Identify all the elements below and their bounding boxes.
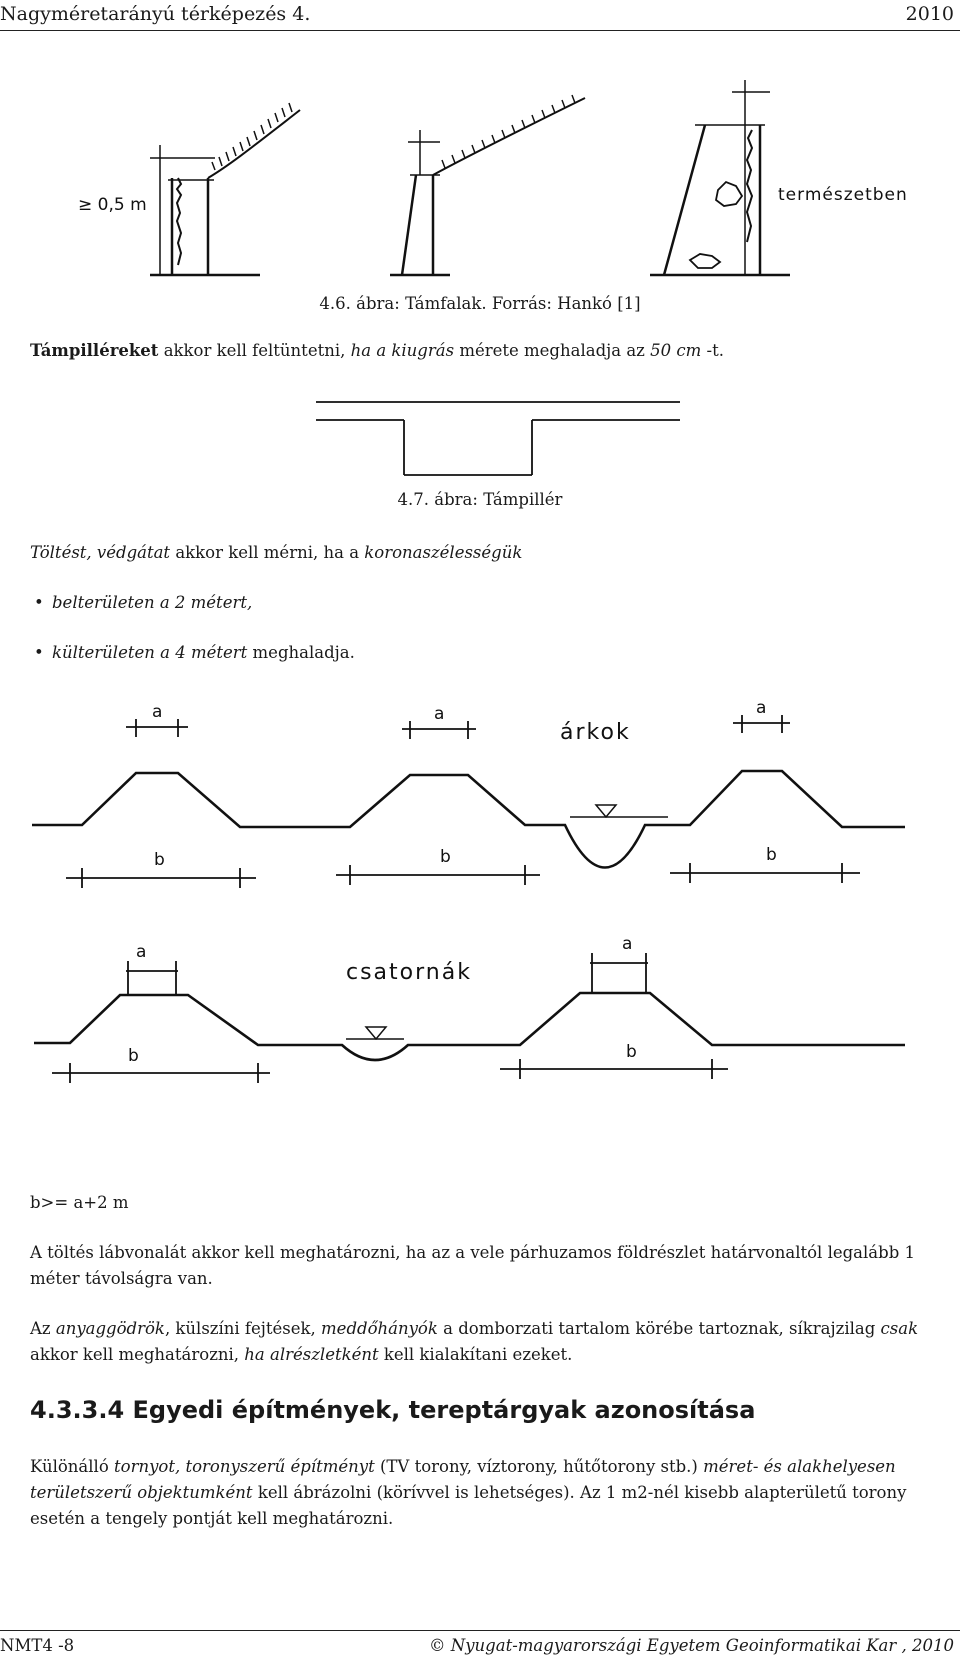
diagram-label-a-1: a [152, 702, 163, 722]
figure-4-6-caption: 4.6. ábra: Támfalak. Forrás: Hankó [1] [319, 294, 641, 313]
tampiller-text-1: akkor kell feltüntetni, [163, 341, 346, 360]
footer-left: NMT4 -8 [0, 1636, 75, 1655]
para-anyaggodrok [30, 1316, 940, 1368]
para2-italic-1: anyaggödrök [55, 1319, 165, 1338]
toltes-paragraph [30, 540, 522, 566]
bullet-belterulet: • belterületen a 2 métert, [52, 590, 252, 616]
label-natural: természetben [778, 185, 908, 205]
tampiller-text-3: -t. [706, 341, 724, 360]
para2-text-3: a domborzati tartalom körébe tartoznak, síkrajzilag [443, 1319, 876, 1338]
para2-text-2: , külszíni fejtések, [164, 1319, 316, 1338]
tampiller-italic-2: 50 cm [650, 341, 702, 360]
diagram-label-b-5: b [626, 1042, 637, 1062]
toltes-italic-2: koronaszélességük [364, 543, 523, 562]
diagram-label-a-3: a [756, 698, 767, 718]
bullet-kulterulet [52, 640, 355, 666]
para3-text-2: (TV torony, víztorony, hűtőtorony stb.) [379, 1457, 698, 1476]
diagram-label-a-2: a [434, 704, 445, 724]
header-rule [0, 30, 960, 31]
diagram-label-arkok: árkok [560, 720, 631, 745]
para3-italic-1: tornyot, toronyszerű építményt [114, 1457, 375, 1476]
header-title: Nagyméretarányú térképezés 4. [0, 3, 311, 25]
para2-italic-2: meddőhányók [321, 1319, 438, 1338]
figure-4-7-caption: 4.7. ábra: Támpillér [397, 490, 563, 509]
para-toltes-labvonal: A töltés lábvonalát akkor kell meghatározni, ha az a vele párhuzamos földrészlet határvonaltól legalább 1 méter távolságra van. [30, 1243, 916, 1288]
tampiller-bold: Támpilléreket [30, 341, 159, 360]
para3-italic-3: területszerű objektumként [30, 1483, 253, 1502]
diagram-label-b-3: b [766, 845, 777, 865]
figure-retaining-walls [0, 70, 960, 290]
footer-rule [0, 1630, 960, 1631]
footer-right: © Nyugat-magyarországi Egyetem Geoinformatikai Kar , 2010 [429, 1636, 954, 1655]
diagram-label-csatornak: csatornák [346, 960, 472, 985]
header-year: 2010 [905, 3, 954, 25]
toltes-italic-1: Töltést, védgátat [30, 543, 171, 562]
figure-buttress [0, 390, 960, 480]
label-height: ≥ 0,5 m [78, 195, 147, 215]
tampiller-italic-1: ha a kiugrás [350, 341, 455, 360]
diagram-label-b-4: b [128, 1046, 139, 1066]
para2-italic-4: ha alrészletként [244, 1345, 379, 1364]
tampiller-text-2: mérete meghaladja az [459, 341, 645, 360]
para2-text-4: akkor kell meghatározni, [30, 1345, 240, 1364]
para2-text-1: Az [30, 1319, 51, 1338]
formula-text: b>= a+2 m [30, 1193, 129, 1212]
section-heading [30, 1396, 755, 1424]
figure-embankments [0, 695, 960, 1155]
section-title: 4.3.3.4 Egyedi építmények, tereptárgyak azonosítása [30, 1396, 756, 1424]
diagram-label-b-1: b [154, 850, 165, 870]
toltes-text-1: akkor kell mérni, ha a [175, 543, 360, 562]
para3-text-1: Különálló [30, 1457, 109, 1476]
bullet-kulterulet-italic: külterületen a 4 métert [52, 643, 248, 662]
para2-italic-3: csak [880, 1319, 919, 1338]
para-tornyok [30, 1454, 940, 1532]
diagram-label-a-4: a [136, 942, 147, 962]
diagram-label-b-2: b [440, 847, 451, 867]
para3-text-3: kell ábrázolni (körívvel is lehetséges). Az 1 m2-nél kisebb alapterületű torony esetén a tengely pontját kell meghatározni. [30, 1483, 907, 1528]
tampiller-paragraph [30, 338, 724, 364]
diagram-label-a-5: a [622, 934, 633, 954]
bullet-kulterulet-text: meghaladja. [252, 643, 355, 662]
para3-italic-2: méret- és alakhelyesen [703, 1457, 896, 1476]
para2-text-5: kell kialakítani ezeket. [383, 1345, 573, 1364]
